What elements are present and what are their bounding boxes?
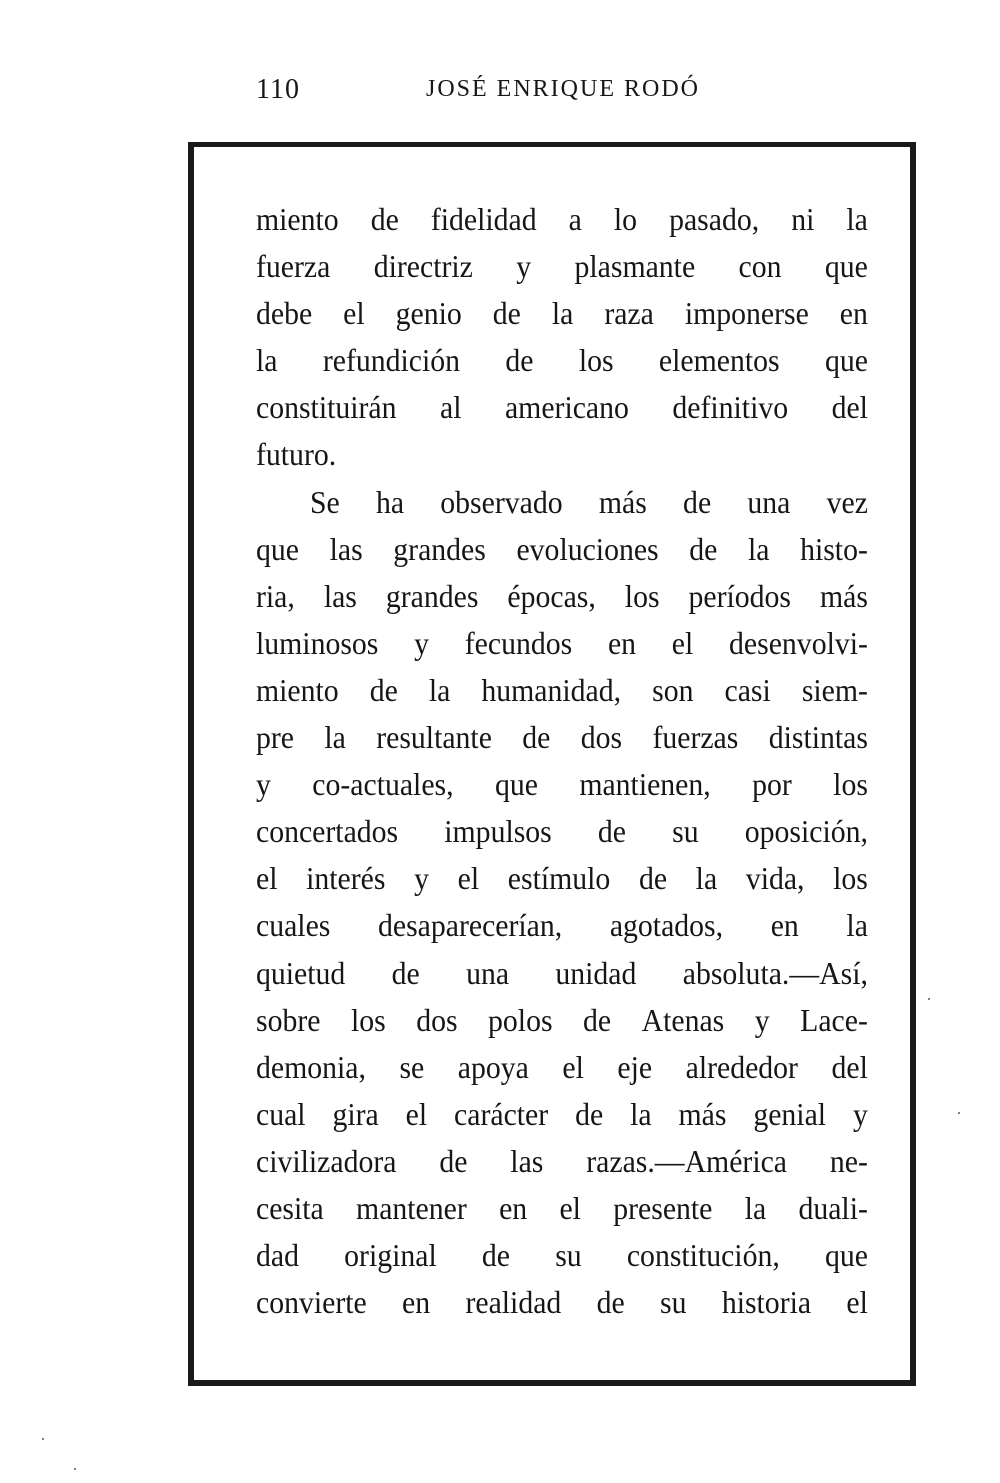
word: cesita — [256, 1189, 324, 1226]
word: de — [481, 1237, 511, 1274]
word: los — [833, 766, 868, 803]
word: alrededor — [685, 1048, 798, 1085]
word: de — [583, 1001, 612, 1038]
word: la — [695, 860, 718, 897]
word: y — [852, 1095, 868, 1132]
word: impulsos — [444, 813, 552, 850]
word: directriz — [373, 248, 473, 285]
word: que — [824, 342, 868, 379]
word: polos — [488, 1001, 553, 1038]
word: grandes — [393, 530, 486, 567]
word: definitivo — [672, 389, 789, 426]
word: miento — [256, 671, 339, 708]
word: se — [399, 1048, 425, 1085]
word: de — [689, 530, 718, 567]
word: de — [683, 483, 712, 520]
word: pasado, — [669, 201, 760, 237]
word: el — [559, 1189, 581, 1226]
text-line — [256, 431, 868, 478]
word: fecundos — [464, 624, 573, 661]
word: eje — [617, 1048, 653, 1085]
text-line — [256, 855, 868, 902]
word: la — [428, 671, 451, 708]
word: miento — [256, 201, 339, 237]
text-line — [256, 950, 868, 997]
word: grandes — [385, 577, 479, 614]
word: de — [575, 1095, 604, 1132]
word: en — [607, 624, 637, 661]
word: lo — [613, 201, 638, 237]
word: debe — [256, 295, 313, 332]
word: del — [831, 389, 868, 426]
word: con — [738, 248, 782, 285]
word: las — [329, 530, 363, 567]
word: evoluciones — [516, 530, 659, 567]
word: Se — [309, 483, 340, 520]
word: civilizadora — [256, 1142, 397, 1179]
word: refundición — [322, 342, 461, 379]
text-line — [256, 337, 868, 384]
word: histo- — [800, 530, 868, 567]
word: humanidad, — [481, 671, 622, 708]
word: de — [439, 1142, 468, 1179]
word: raza — [604, 295, 654, 332]
word: siem- — [801, 671, 868, 708]
word: y — [516, 248, 532, 285]
word: oposición, — [744, 813, 868, 850]
word: agotados, — [609, 907, 724, 944]
word: americano — [504, 389, 629, 426]
text-line — [256, 290, 868, 337]
word: fuerzas — [652, 719, 739, 756]
word: estímulo — [507, 860, 611, 897]
word: en — [839, 295, 868, 332]
word: gira — [332, 1095, 379, 1132]
text-line — [256, 196, 868, 243]
word: ni — [791, 201, 815, 237]
word: cuales — [256, 907, 331, 944]
word: la — [551, 295, 574, 332]
word: su — [660, 1284, 687, 1321]
word: demonia, — [256, 1048, 366, 1085]
word: y — [414, 860, 429, 897]
word: y — [754, 1001, 770, 1038]
word: la — [747, 530, 770, 567]
text-line — [256, 1232, 868, 1279]
word: casi — [724, 671, 771, 708]
word: la — [846, 201, 868, 237]
word: vida, — [745, 860, 805, 897]
word: unidad — [555, 954, 637, 991]
word: la — [846, 907, 868, 944]
word: que — [824, 248, 868, 285]
word: los — [833, 860, 868, 897]
text-line — [256, 384, 868, 431]
word: de — [369, 671, 398, 708]
text-line — [256, 1185, 868, 1232]
word: fuerza — [256, 248, 331, 285]
text-line — [256, 1044, 868, 1091]
word: el — [671, 624, 694, 661]
word: que — [494, 766, 538, 803]
scan-speck — [74, 1468, 76, 1470]
word: convierte — [256, 1284, 367, 1321]
word: del — [831, 1048, 868, 1085]
word: constitución, — [626, 1237, 780, 1274]
word: fidelidad — [430, 201, 537, 237]
word: co-actuales, — [312, 766, 454, 803]
word: mantienen, — [579, 766, 711, 803]
text-line — [256, 479, 868, 526]
word: al — [439, 389, 462, 426]
word: original — [344, 1237, 437, 1274]
text-line — [256, 667, 868, 714]
word: el — [343, 295, 365, 332]
word: períodos — [688, 577, 792, 614]
word: y — [414, 624, 430, 661]
word: concertados — [256, 813, 399, 850]
word: de — [638, 860, 668, 897]
word: razas.—América — [586, 1142, 788, 1179]
word: quietud — [256, 954, 346, 991]
word: constituirán — [256, 389, 397, 426]
word: más — [678, 1095, 727, 1132]
word: en — [499, 1189, 528, 1226]
word: su — [555, 1237, 582, 1274]
word: son — [652, 671, 694, 708]
text-line — [256, 808, 868, 855]
word: dad — [256, 1237, 299, 1274]
word: dos — [416, 1001, 458, 1038]
word: genial — [753, 1095, 827, 1132]
word: el — [256, 860, 278, 897]
word: luminosos — [256, 624, 379, 661]
text-line — [256, 1091, 868, 1138]
word: los — [578, 342, 614, 379]
text-line — [256, 620, 868, 667]
word: que — [256, 530, 299, 567]
scan-speck — [42, 1438, 44, 1440]
word: distintas — [768, 719, 868, 756]
word: las — [510, 1142, 544, 1179]
word: pre — [256, 719, 294, 756]
word: duali- — [798, 1189, 868, 1226]
word: presente — [613, 1189, 713, 1226]
scan-speck — [928, 998, 930, 1000]
text-line — [256, 243, 868, 290]
word: ria, — [256, 577, 295, 614]
word: futuro. — [256, 436, 337, 473]
word: una — [747, 483, 791, 520]
word: vez — [826, 483, 868, 520]
word: de — [522, 719, 551, 756]
page-number: 110 — [256, 74, 300, 105]
word: plasmante — [574, 248, 696, 285]
word: más — [598, 483, 647, 520]
word: por — [752, 766, 792, 803]
word: mantener — [356, 1189, 467, 1226]
word: ha — [375, 483, 405, 520]
running-head-author: JOSÉ ENRIQUE RODÓ — [426, 76, 700, 102]
text-line — [256, 714, 868, 761]
word: de — [596, 1284, 625, 1321]
word: desenvolvi- — [729, 624, 868, 661]
word: de — [492, 295, 521, 332]
word: Atenas — [641, 1001, 725, 1038]
word: y — [256, 766, 271, 803]
word: imponerse — [684, 295, 809, 332]
word: de — [505, 342, 534, 379]
word: en — [402, 1284, 431, 1321]
scan-speck — [958, 1112, 960, 1114]
word: desaparecerían, — [377, 907, 563, 944]
text-line — [256, 1138, 868, 1185]
word: los — [350, 1001, 386, 1038]
word: carácter — [454, 1095, 549, 1132]
text-line — [256, 997, 868, 1044]
word: Lace- — [800, 1001, 868, 1038]
word: las — [323, 577, 357, 614]
text-line — [256, 526, 868, 573]
word: resultante — [376, 719, 492, 756]
word: el — [846, 1284, 868, 1321]
word: absoluta.—Así, — [682, 954, 868, 991]
word: épocas, — [507, 577, 596, 614]
word: la — [744, 1189, 767, 1226]
text-line — [256, 1279, 868, 1326]
word: de — [391, 954, 420, 991]
word: genio — [395, 295, 462, 332]
word: a — [568, 201, 582, 237]
word: en — [770, 907, 799, 944]
running-header — [0, 70, 1000, 110]
word: sobre — [256, 1001, 321, 1038]
word: cual — [256, 1095, 306, 1132]
word: el — [457, 860, 480, 897]
text-line — [256, 761, 868, 808]
word: observado — [440, 483, 563, 520]
word: la — [324, 719, 346, 756]
word: de — [597, 813, 626, 850]
word: apoya — [457, 1048, 529, 1085]
word: realidad — [465, 1284, 562, 1321]
word: ne- — [829, 1142, 868, 1179]
word: elementos — [658, 342, 780, 379]
word: la — [630, 1095, 652, 1132]
word: de — [370, 201, 399, 237]
word: su — [672, 813, 699, 850]
text-line — [256, 573, 868, 620]
word: interés — [306, 860, 386, 897]
word: la — [256, 342, 278, 379]
word: que — [824, 1237, 868, 1274]
word: más — [820, 577, 868, 614]
word: los — [624, 577, 660, 614]
word: historia — [721, 1284, 812, 1321]
word: dos — [580, 719, 623, 756]
word: el — [562, 1048, 584, 1085]
word: el — [405, 1095, 428, 1132]
word: una — [466, 954, 510, 991]
text-line — [256, 902, 868, 949]
body-text — [256, 196, 868, 1326]
